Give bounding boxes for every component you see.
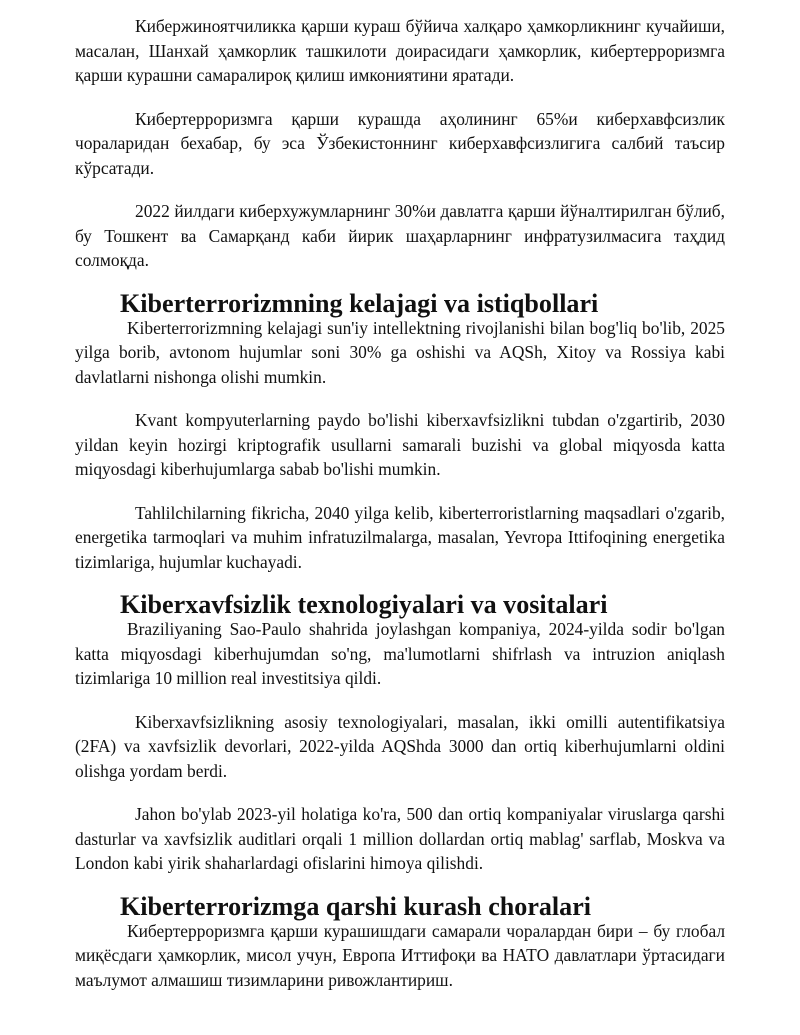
section-heading-countermeasures: Kiberterrorizmga qarshi kurash choralari [120, 891, 592, 921]
paragraph-intl-cooperation: Кибержиноятчиликка қарши кураш бўйича халқаро ҳамкорликнинг кучайиши, масалан, Шанхай ҳамкорлик ташкилоти доирасидаги ҳамкорлик, кибертерроризмга қарши курашни самаралироқ қилиш имкониятини яратади. [75, 16, 725, 85]
paragraph-attacks-2022: 2022 йилдаги киберхужумларнинг 30%и давлатга қарши йўналтирилган бўлиб, бу Тошкент ва Самарқанд каби йирик шаҳарларнинг инфратузилмасига таҳдид солмоқда. [75, 201, 725, 270]
paragraph-brazil-company: Braziliyaning Sao-Paulo shahrida joylashgan kompaniya, 2024-yilda sodir bo'lgan katta miqyosdagi kiberhujumdan so'ng, ma'lumotlarni shifrlash va intruzion aniqlash tizimlariga 10 million real investitsiya qildi. [75, 619, 725, 688]
paragraph-population-awareness: Кибертерроризмга қарши курашда аҳолининг 65%и киберхавфсизлик чораларидан бехабар, бу эса Ўзбекистоннинг киберхавфсизлигига салбий таъсир кўрсатади. [75, 108, 725, 178]
paragraph-core-technologies: Kiberxavfsizlikning asosiy texnologiyalari, masalan, ikki omilli autentifikatsiya (2FA) va xavfsizlik devorlari, 2022-yilda AQShda 3000 dan ortiq kiberhujumlarni oldini olishga yordam berdi. [75, 711, 725, 781]
paragraph-future-ai: Kiberterrorizmning kelajagi sun'iy intellektning rivojlanishi bilan bog'liq bo'lib, 2025 yilga borib, avtonom hujumlar soni 30% ga oshishi va AQSh, Xitoy va Rossiya kabi davlatlarni nishonga olishi mumkin. [75, 317, 725, 387]
section-heading-technologies: Kiberxavfsizlik texnologiyalari va vositalari [120, 590, 608, 619]
document-page [75, 14, 725, 1011]
paragraph-companies-2023: Jahon bo'ylab 2023-yil holatiga ko'ra, 500 dan ortiq kompaniyalar viruslarga qarshi dasturlar va xavfsizlik auditlari orqali 1 million dollardan ortiq mablag' sarflab, Moskva va London kabi yirik shaharlardagi ofislarini himoya qilishdi. [75, 804, 725, 873]
paragraph-quantum: Kvant kompyuterlarning paydo bo'lishi kiberxavfsizlikni tubdan o'zgartirib, 2030 yildan keyin hozirgi kriptografik usullarni samarali buzishi va global miqyosda katta miqyosdagi kiberhujumlarga sabab bo'lishi mumkin. [75, 410, 725, 479]
section-heading-future: Kiberterrorizmning kelajagi va istiqbollari [120, 288, 599, 318]
paragraph-analysts-2040: Tahlilchilarning fikricha, 2040 yilga kelib, kiberterroristlarning maqsadlari o'zgarib, energetika tarmoqlari va muhim infratuzilmalarga, masalan, Yevropa Ittifoqining energetika tizimlariga, hujumlar kuchayadi. [75, 502, 725, 572]
paragraph-global-cooperation: Кибертерроризмга қарши курашишдаги самарали чоралардан бири – бу глобал миқёсдаги ҳамкорлик, мисол учун, Европа Иттифоқи ва НАТО давлатлари ўртасидаги маълумот алмашиш тизимларини ривожлантириш. [75, 920, 725, 990]
